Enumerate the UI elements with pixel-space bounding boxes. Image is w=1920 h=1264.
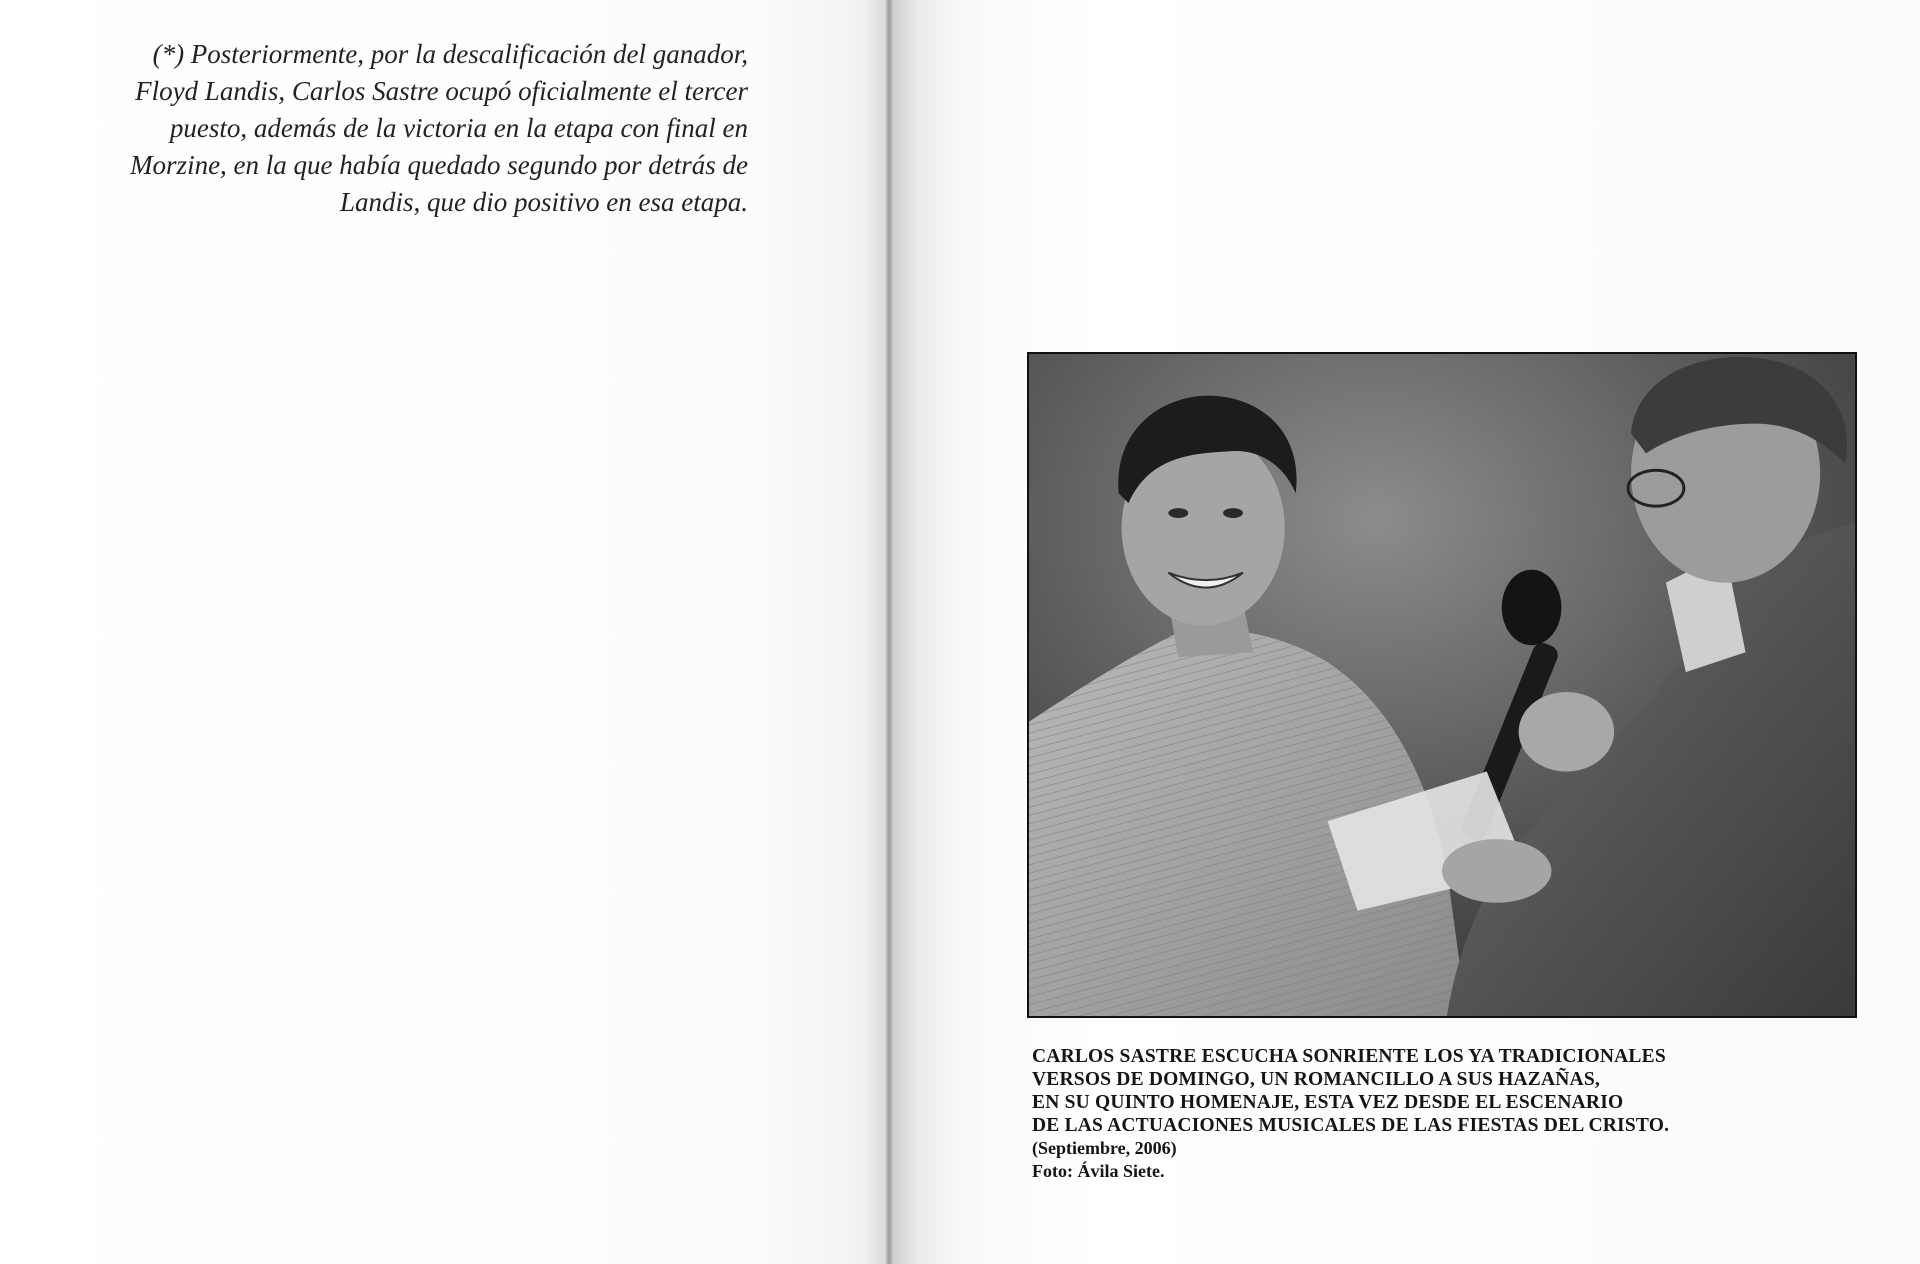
photo [1027,352,1857,1018]
footnote: (*) Posteriormente, por la descalificación del ganador, Floyd Landis, Carlos Sastre ocupó oficialmente el tercer puesto, además de la victoria en la etapa con final en Morzine, en la que había quedado segundo por detrás de Landis, que dio positivo en esa etapa. [130,39,748,217]
book-gutter [884,0,894,1264]
photo-caption [1032,1045,1852,1183]
caption-line: DE LAS ACTUACIONES MUSICALES DE LAS FIESTAS DEL CRISTO. [1032,1115,1670,1136]
caption-line: EN SU QUINTO HOMENAJE, ESTA VEZ DESDE EL ESCENARIO [1032,1092,1624,1113]
caption-date: (Septiembre, 2006) [1032,1138,1177,1158]
photo-image [1029,354,1855,1016]
caption-line: CARLOS SASTRE ESCUCHA SONRIENTE LOS YA TRADICIONALES [1032,1046,1666,1067]
left-page [0,0,888,1264]
photo-credit: Foto: Ávila Siete. [1032,1161,1165,1181]
caption-line: VERSOS DE DOMINGO, UN ROMANCILLO A SUS HAZAÑAS, [1032,1069,1600,1090]
